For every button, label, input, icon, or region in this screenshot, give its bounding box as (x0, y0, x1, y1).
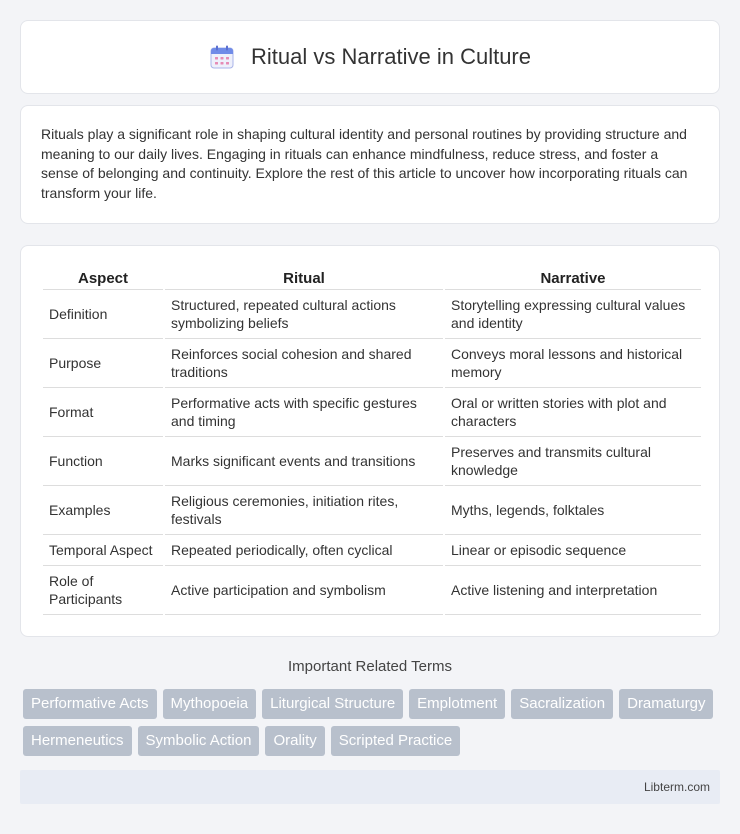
intro-card (20, 105, 720, 224)
calendar-icon (209, 44, 235, 70)
header-aspect: Aspect (43, 266, 163, 290)
related-term-tag[interactable]: Emplotment (409, 689, 505, 719)
cell-narrative: Linear or episodic sequence (445, 535, 701, 566)
related-terms-list (23, 689, 723, 756)
table-row (43, 290, 701, 339)
cell-narrative: Myths, legends, folktales (445, 486, 701, 535)
cell-aspect: Temporal Aspect (43, 535, 163, 566)
table-row (43, 535, 701, 566)
table-row (43, 437, 701, 486)
cell-narrative: Active listening and interpretation (445, 566, 701, 615)
related-term-tag[interactable]: Scripted Practice (331, 726, 460, 756)
footer (20, 770, 720, 804)
related-term-tag[interactable]: Liturgical Structure (262, 689, 403, 719)
table-row (43, 339, 701, 388)
cell-narrative: Conveys moral lessons and historical memory (445, 339, 701, 388)
cell-ritual: Reinforces social cohesion and shared traditions (165, 339, 443, 388)
title-card (20, 20, 720, 94)
related-term-tag[interactable]: Orality (265, 726, 324, 756)
related-term-tag[interactable]: Performative Acts (23, 689, 157, 719)
cell-aspect: Definition (43, 290, 163, 339)
intro-text: Rituals play a significant role in shaping cultural identity and personal routines by providing structure and meaning to our daily lives. Engaging in rituals can enhance mindfulness, reduce stress, and foster a sense of belonging and continuity. Explore the rest of this article to uncover how incorporating rituals can transform your life. (41, 126, 688, 201)
cell-narrative: Oral or written stories with plot and characters (445, 388, 701, 437)
cell-aspect: Purpose (43, 339, 163, 388)
cell-ritual: Religious ceremonies, initiation rites, festivals (165, 486, 443, 535)
table-row (43, 486, 701, 535)
table-row (43, 388, 701, 437)
cell-ritual: Performative acts with specific gestures and timing (165, 388, 443, 437)
related-term-tag[interactable]: Dramaturgy (619, 689, 713, 719)
related-term-tag[interactable]: Hermeneutics (23, 726, 132, 756)
title-wrap (209, 44, 531, 70)
cell-ritual: Marks significant events and transitions (165, 437, 443, 486)
related-term-tag[interactable]: Mythopoeia (163, 689, 257, 719)
cell-aspect: Format (43, 388, 163, 437)
cell-aspect: Examples (43, 486, 163, 535)
header-narrative: Narrative (445, 266, 701, 290)
related-terms-title: Important Related Terms (288, 658, 452, 675)
cell-narrative: Storytelling expressing cultural values and identity (445, 290, 701, 339)
header-ritual: Ritual (165, 266, 443, 290)
comparison-table (41, 266, 703, 615)
related-term-tag[interactable]: Sacralization (511, 689, 613, 719)
table-row (43, 566, 701, 615)
page-title: Ritual vs Narrative in Culture (251, 44, 531, 69)
cell-ritual: Repeated periodically, often cyclical (165, 535, 443, 566)
cell-narrative: Preserves and transmits cultural knowledge (445, 437, 701, 486)
cell-ritual: Structured, repeated cultural actions symbolizing beliefs (165, 290, 443, 339)
cell-aspect: Role of Participants (43, 566, 163, 615)
table-header-row (43, 266, 701, 290)
related-term-tag[interactable]: Symbolic Action (138, 726, 260, 756)
comparison-card (20, 245, 720, 637)
cell-aspect: Function (43, 437, 163, 486)
cell-ritual: Active participation and symbolism (165, 566, 443, 615)
footer-site-link[interactable]: Libterm.com (643, 780, 710, 794)
